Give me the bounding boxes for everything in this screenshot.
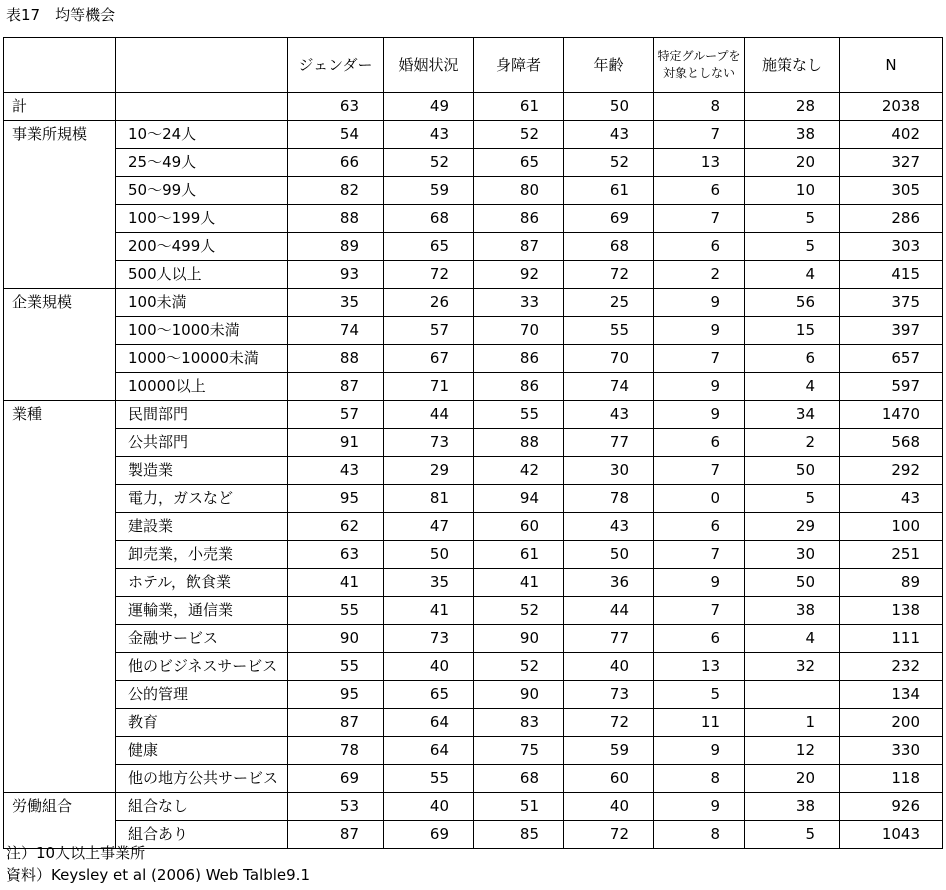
cell-n: 303 <box>840 233 943 261</box>
cell-age: 74 <box>564 373 654 401</box>
group-label: 計 <box>4 93 116 121</box>
cell-no-specific-group: 6 <box>654 625 745 653</box>
cell-age: 78 <box>564 485 654 513</box>
cell-disabled: 86 <box>474 205 564 233</box>
cell-no-policy: 56 <box>745 289 840 317</box>
cell-no-specific-group: 6 <box>654 233 745 261</box>
cell-no-specific-group: 9 <box>654 569 745 597</box>
cell-marital-status: 65 <box>384 233 474 261</box>
cell-no-policy: 4 <box>745 625 840 653</box>
cell-age: 68 <box>564 233 654 261</box>
cell-no-specific-group: 9 <box>654 317 745 345</box>
cell-no-policy: 20 <box>745 149 840 177</box>
cell-n: 330 <box>840 737 943 765</box>
header-marital-status: 婚姻状況 <box>384 38 474 93</box>
table-row <box>4 345 943 373</box>
cell-marital-status: 69 <box>384 821 474 849</box>
cell-gender: 53 <box>288 793 384 821</box>
cell-marital-status: 55 <box>384 765 474 793</box>
cell-disabled: 90 <box>474 625 564 653</box>
cell-disabled: 61 <box>474 93 564 121</box>
cell-disabled: 61 <box>474 541 564 569</box>
row-label: 建設業 <box>116 513 288 541</box>
cell-no-specific-group: 6 <box>654 429 745 457</box>
cell-no-policy: 15 <box>745 317 840 345</box>
cell-no-policy: 10 <box>745 177 840 205</box>
table-row <box>4 709 943 737</box>
cell-marital-status: 44 <box>384 401 474 429</box>
group-label: 事業所規模 <box>4 121 116 289</box>
cell-no-policy: 38 <box>745 597 840 625</box>
cell-gender: 35 <box>288 289 384 317</box>
row-label: 組合あり <box>116 821 288 849</box>
cell-no-specific-group: 0 <box>654 485 745 513</box>
cell-no-policy: 1 <box>745 709 840 737</box>
cell-no-policy: 5 <box>745 485 840 513</box>
table-row <box>4 597 943 625</box>
cell-disabled: 68 <box>474 765 564 793</box>
cell-marital-status: 41 <box>384 597 474 625</box>
cell-age: 73 <box>564 681 654 709</box>
row-label <box>116 93 288 121</box>
cell-no-policy: 12 <box>745 737 840 765</box>
row-label: 組合なし <box>116 793 288 821</box>
cell-no-specific-group: 9 <box>654 373 745 401</box>
cell-marital-status: 50 <box>384 541 474 569</box>
cell-disabled: 42 <box>474 457 564 485</box>
cell-age: 52 <box>564 149 654 177</box>
cell-no-policy <box>745 681 840 709</box>
cell-disabled: 86 <box>474 345 564 373</box>
cell-n: 251 <box>840 541 943 569</box>
cell-age: 72 <box>564 709 654 737</box>
cell-n: 375 <box>840 289 943 317</box>
cell-no-policy: 4 <box>745 261 840 289</box>
cell-disabled: 55 <box>474 401 564 429</box>
header-blank <box>116 38 288 93</box>
note-sample: 注）10人以上事業所 <box>6 844 146 862</box>
cell-no-policy: 29 <box>745 513 840 541</box>
cell-marital-status: 57 <box>384 317 474 345</box>
cell-no-specific-group: 8 <box>654 821 745 849</box>
cell-disabled: 60 <box>474 513 564 541</box>
header-row <box>4 38 943 93</box>
cell-disabled: 33 <box>474 289 564 317</box>
cell-disabled: 87 <box>474 233 564 261</box>
cell-no-specific-group: 7 <box>654 121 745 149</box>
cell-marital-status: 26 <box>384 289 474 317</box>
table-row <box>4 177 943 205</box>
table-row <box>4 261 943 289</box>
cell-gender: 69 <box>288 765 384 793</box>
cell-no-policy: 50 <box>745 457 840 485</box>
table-row <box>4 569 943 597</box>
cell-disabled: 94 <box>474 485 564 513</box>
cell-n: 43 <box>840 485 943 513</box>
cell-marital-status: 43 <box>384 121 474 149</box>
row-label: 公共部門 <box>116 429 288 457</box>
cell-age: 70 <box>564 345 654 373</box>
cell-no-policy: 28 <box>745 93 840 121</box>
cell-no-specific-group: 8 <box>654 765 745 793</box>
cell-no-specific-group: 2 <box>654 261 745 289</box>
cell-no-policy: 2 <box>745 429 840 457</box>
cell-no-policy: 38 <box>745 793 840 821</box>
table-row <box>4 541 943 569</box>
header-gender: ジェンダー <box>288 38 384 93</box>
cell-no-policy: 32 <box>745 653 840 681</box>
row-label: 卸売業，小売業 <box>116 541 288 569</box>
cell-disabled: 75 <box>474 737 564 765</box>
row-label: 500人以上 <box>116 261 288 289</box>
cell-disabled: 83 <box>474 709 564 737</box>
cell-no-specific-group: 11 <box>654 709 745 737</box>
group-label: 労働組合 <box>4 793 116 849</box>
cell-gender: 66 <box>288 149 384 177</box>
cell-gender: 78 <box>288 737 384 765</box>
row-label: 1000～10000未満 <box>116 345 288 373</box>
cell-n: 1043 <box>840 821 943 849</box>
cell-gender: 87 <box>288 709 384 737</box>
cell-age: 55 <box>564 317 654 345</box>
row-label: 民間部門 <box>116 401 288 429</box>
header-no-policy: 施策なし <box>745 38 840 93</box>
row-label: 公的管理 <box>116 681 288 709</box>
header-disabled: 身障者 <box>474 38 564 93</box>
table-row <box>4 233 943 261</box>
cell-gender: 87 <box>288 373 384 401</box>
cell-gender: 88 <box>288 205 384 233</box>
cell-disabled: 70 <box>474 317 564 345</box>
cell-n: 597 <box>840 373 943 401</box>
row-label: 教育 <box>116 709 288 737</box>
cell-no-specific-group: 7 <box>654 541 745 569</box>
row-label: 他のビジネスサービス <box>116 653 288 681</box>
cell-marital-status: 29 <box>384 457 474 485</box>
cell-marital-status: 52 <box>384 149 474 177</box>
cell-gender: 54 <box>288 121 384 149</box>
cell-age: 77 <box>564 625 654 653</box>
row-label: 100未満 <box>116 289 288 317</box>
row-label: 200～499人 <box>116 233 288 261</box>
cell-age: 72 <box>564 261 654 289</box>
cell-n: 327 <box>840 149 943 177</box>
cell-n: 397 <box>840 317 943 345</box>
cell-n: 292 <box>840 457 943 485</box>
cell-age: 40 <box>564 793 654 821</box>
cell-gender: 57 <box>288 401 384 429</box>
cell-no-policy: 30 <box>745 541 840 569</box>
cell-marital-status: 47 <box>384 513 474 541</box>
cell-n: 134 <box>840 681 943 709</box>
cell-marital-status: 65 <box>384 681 474 709</box>
notes <box>6 842 310 886</box>
table-row <box>4 737 943 765</box>
cell-n: 89 <box>840 569 943 597</box>
table-body <box>4 93 943 849</box>
cell-gender: 88 <box>288 345 384 373</box>
cell-gender: 63 <box>288 541 384 569</box>
cell-n: 100 <box>840 513 943 541</box>
cell-no-policy: 38 <box>745 121 840 149</box>
table-row <box>4 401 943 429</box>
cell-age: 69 <box>564 205 654 233</box>
cell-gender: 95 <box>288 485 384 513</box>
table-row <box>4 289 943 317</box>
cell-no-policy: 34 <box>745 401 840 429</box>
cell-no-policy: 5 <box>745 821 840 849</box>
table-row <box>4 485 943 513</box>
cell-age: 72 <box>564 821 654 849</box>
cell-n: 118 <box>840 765 943 793</box>
cell-disabled: 51 <box>474 793 564 821</box>
cell-no-specific-group: 7 <box>654 205 745 233</box>
group-label: 業種 <box>4 401 116 793</box>
cell-marital-status: 59 <box>384 177 474 205</box>
cell-n: 200 <box>840 709 943 737</box>
cell-n: 568 <box>840 429 943 457</box>
cell-no-specific-group: 7 <box>654 457 745 485</box>
cell-marital-status: 68 <box>384 205 474 233</box>
cell-n: 2038 <box>840 93 943 121</box>
cell-no-specific-group: 9 <box>654 793 745 821</box>
cell-n: 305 <box>840 177 943 205</box>
cell-gender: 91 <box>288 429 384 457</box>
cell-age: 44 <box>564 597 654 625</box>
cell-disabled: 65 <box>474 149 564 177</box>
cell-gender: 55 <box>288 653 384 681</box>
cell-marital-status: 35 <box>384 569 474 597</box>
table-row <box>4 653 943 681</box>
cell-gender: 87 <box>288 821 384 849</box>
cell-no-specific-group: 9 <box>654 289 745 317</box>
cell-disabled: 52 <box>474 121 564 149</box>
table-row <box>4 149 943 177</box>
cell-no-specific-group: 9 <box>654 401 745 429</box>
cell-no-policy: 6 <box>745 345 840 373</box>
header-no-specific-group-line1: 特定グループを <box>657 49 741 63</box>
cell-age: 77 <box>564 429 654 457</box>
cell-gender: 55 <box>288 597 384 625</box>
cell-marital-status: 73 <box>384 625 474 653</box>
row-label: 金融サービス <box>116 625 288 653</box>
cell-n: 111 <box>840 625 943 653</box>
row-label: 電力，ガスなど <box>116 485 288 513</box>
cell-marital-status: 72 <box>384 261 474 289</box>
cell-age: 60 <box>564 765 654 793</box>
table-row <box>4 793 943 821</box>
cell-marital-status: 49 <box>384 93 474 121</box>
group-label: 企業規模 <box>4 289 116 401</box>
cell-age: 43 <box>564 401 654 429</box>
row-label: 10000以上 <box>116 373 288 401</box>
cell-disabled: 85 <box>474 821 564 849</box>
cell-no-specific-group: 13 <box>654 149 745 177</box>
cell-disabled: 80 <box>474 177 564 205</box>
header-no-specific-group-line2: 対象としない <box>662 66 735 80</box>
cell-n: 138 <box>840 597 943 625</box>
cell-gender: 63 <box>288 93 384 121</box>
cell-gender: 74 <box>288 317 384 345</box>
table-row <box>4 373 943 401</box>
cell-age: 61 <box>564 177 654 205</box>
cell-marital-status: 73 <box>384 429 474 457</box>
row-label: 100～199人 <box>116 205 288 233</box>
cell-n: 657 <box>840 345 943 373</box>
cell-age: 30 <box>564 457 654 485</box>
cell-no-policy: 4 <box>745 373 840 401</box>
cell-no-specific-group: 8 <box>654 93 745 121</box>
cell-no-policy: 20 <box>745 765 840 793</box>
cell-gender: 90 <box>288 625 384 653</box>
cell-marital-status: 40 <box>384 793 474 821</box>
table-row <box>4 429 943 457</box>
cell-marital-status: 64 <box>384 737 474 765</box>
table-title: 表17 均等機会 <box>6 6 116 24</box>
row-label: 運輸業，通信業 <box>116 597 288 625</box>
cell-age: 36 <box>564 569 654 597</box>
cell-disabled: 92 <box>474 261 564 289</box>
cell-disabled: 52 <box>474 597 564 625</box>
table-row <box>4 317 943 345</box>
cell-disabled: 41 <box>474 569 564 597</box>
cell-no-specific-group: 5 <box>654 681 745 709</box>
cell-gender: 43 <box>288 457 384 485</box>
row-label: 100～1000未満 <box>116 317 288 345</box>
cell-disabled: 90 <box>474 681 564 709</box>
cell-n: 1470 <box>840 401 943 429</box>
cell-disabled: 86 <box>474 373 564 401</box>
cell-no-specific-group: 7 <box>654 345 745 373</box>
cell-gender: 93 <box>288 261 384 289</box>
table-row <box>4 765 943 793</box>
cell-no-specific-group: 9 <box>654 737 745 765</box>
cell-age: 25 <box>564 289 654 317</box>
table-row <box>4 681 943 709</box>
cell-no-specific-group: 6 <box>654 513 745 541</box>
table-row <box>4 93 943 121</box>
row-label: 健康 <box>116 737 288 765</box>
cell-disabled: 52 <box>474 653 564 681</box>
cell-no-specific-group: 6 <box>654 177 745 205</box>
table-row <box>4 513 943 541</box>
cell-marital-status: 71 <box>384 373 474 401</box>
row-label: 製造業 <box>116 457 288 485</box>
cell-gender: 62 <box>288 513 384 541</box>
cell-no-policy: 50 <box>745 569 840 597</box>
cell-marital-status: 40 <box>384 653 474 681</box>
row-label: ホテル，飲食業 <box>116 569 288 597</box>
table-row <box>4 457 943 485</box>
cell-marital-status: 81 <box>384 485 474 513</box>
cell-n: 415 <box>840 261 943 289</box>
row-label: 他の地方公共サービス <box>116 765 288 793</box>
equal-opportunity-table <box>3 37 943 849</box>
header-no-specific-group <box>654 38 745 93</box>
cell-n: 926 <box>840 793 943 821</box>
cell-no-policy: 5 <box>745 205 840 233</box>
header-age: 年齢 <box>564 38 654 93</box>
cell-marital-status: 67 <box>384 345 474 373</box>
cell-gender: 41 <box>288 569 384 597</box>
cell-age: 59 <box>564 737 654 765</box>
cell-no-policy: 5 <box>745 233 840 261</box>
cell-n: 402 <box>840 121 943 149</box>
cell-age: 43 <box>564 121 654 149</box>
table-row <box>4 625 943 653</box>
cell-age: 43 <box>564 513 654 541</box>
cell-age: 50 <box>564 541 654 569</box>
cell-gender: 95 <box>288 681 384 709</box>
cell-disabled: 88 <box>474 429 564 457</box>
row-label: 50～99人 <box>116 177 288 205</box>
cell-gender: 82 <box>288 177 384 205</box>
header-n: N <box>840 38 943 93</box>
cell-age: 50 <box>564 93 654 121</box>
table-row <box>4 121 943 149</box>
cell-no-specific-group: 13 <box>654 653 745 681</box>
cell-age: 40 <box>564 653 654 681</box>
cell-marital-status: 64 <box>384 709 474 737</box>
cell-n: 286 <box>840 205 943 233</box>
cell-no-specific-group: 7 <box>654 597 745 625</box>
cell-gender: 89 <box>288 233 384 261</box>
cell-n: 232 <box>840 653 943 681</box>
row-label: 10～24人 <box>116 121 288 149</box>
note-source: 資料）Keysley et al (2006) Web Talble9.1 <box>6 866 310 884</box>
header-blank <box>4 38 116 93</box>
row-label: 25～49人 <box>116 149 288 177</box>
table-row <box>4 205 943 233</box>
